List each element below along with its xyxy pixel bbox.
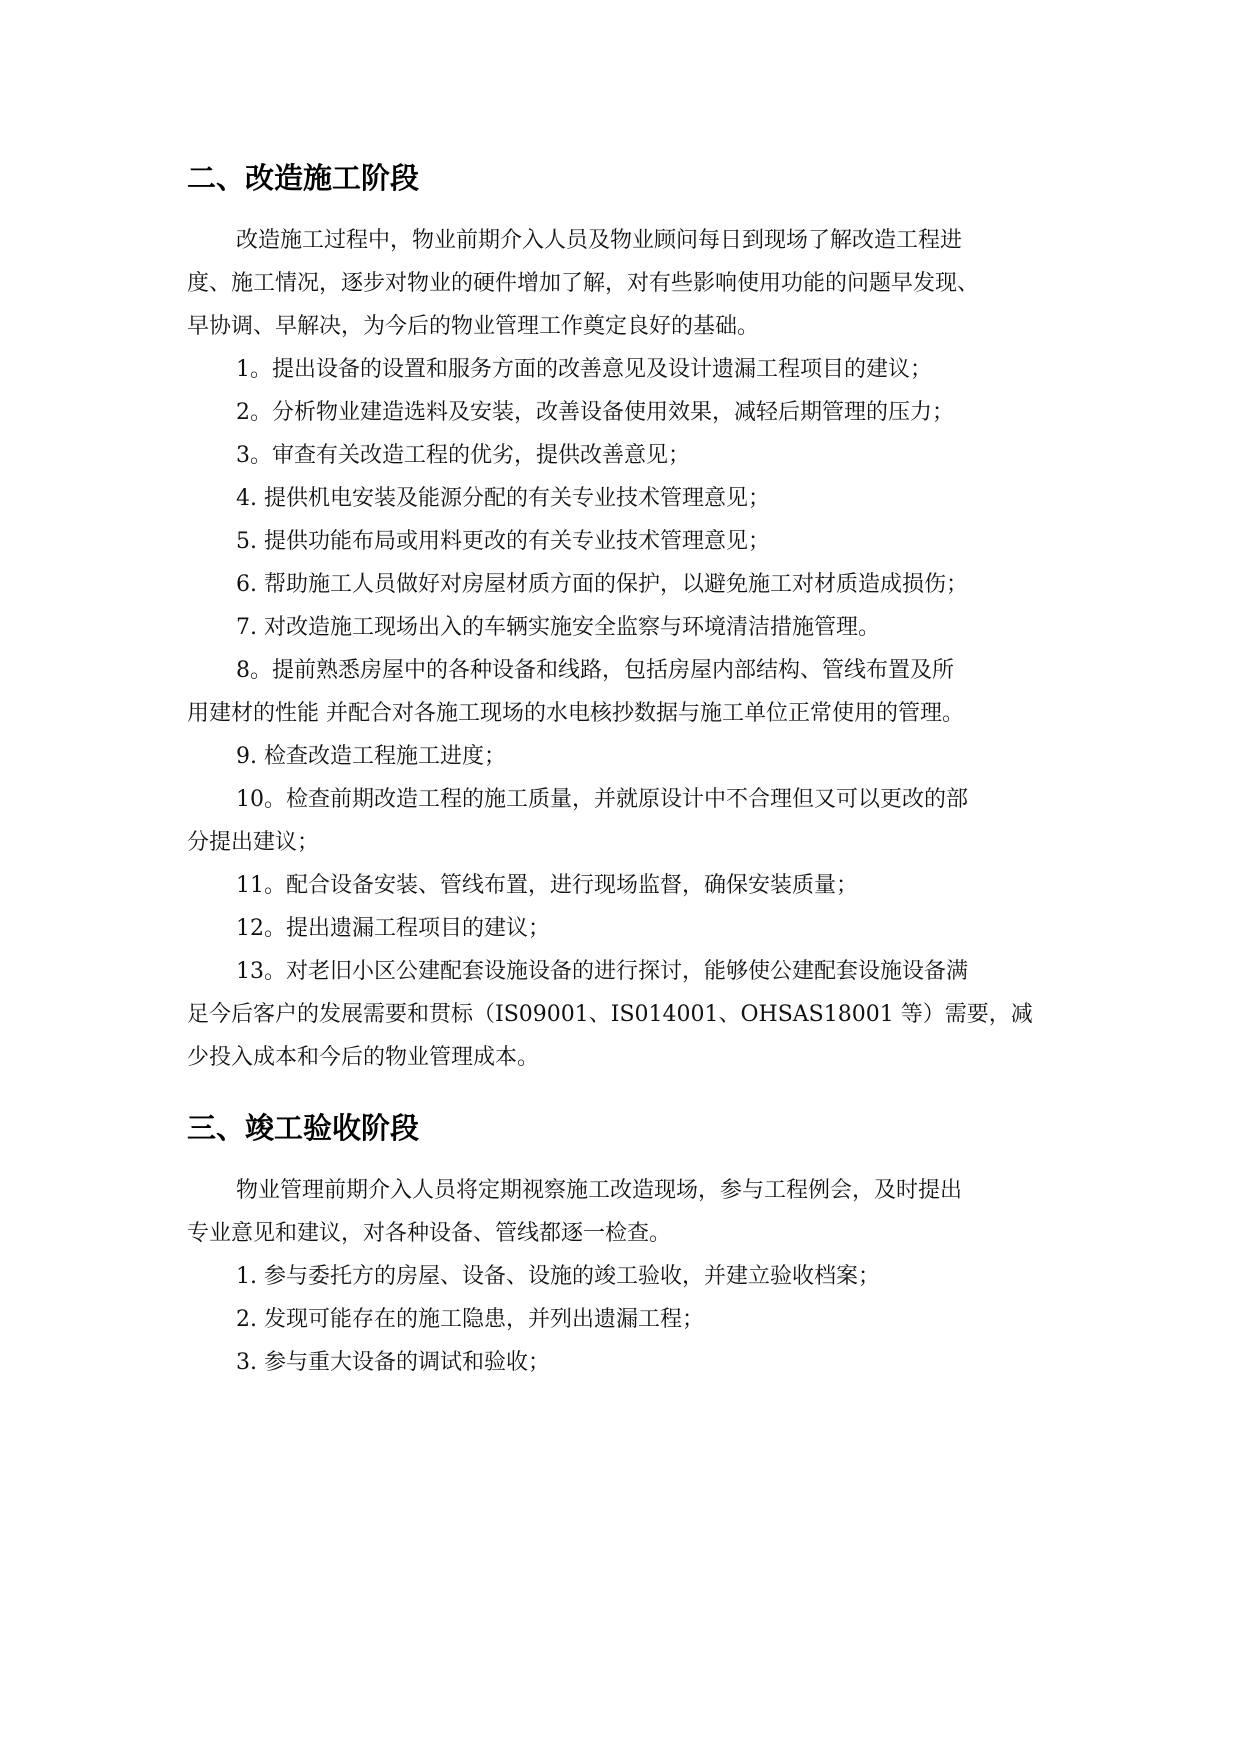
section-3-intro-line-1: 物业管理前期介入人员将定期视察施工改造现场，参与工程例会，及时提出 xyxy=(236,1178,963,1203)
section-2-item-6: 6. 帮助施工人员做好对房屋材质方面的保护，以避免施工对材质造成损伤； xyxy=(236,572,968,597)
section-2-item-7: 7. 对改造施工现场出入的车辆实施安全监察与环境清洁措施管理。 xyxy=(236,615,880,640)
section-2-intro-line-3: 早协调、早解决，为今后的物业管理工作奠定良好的基础。 xyxy=(187,314,760,339)
section-2-item-3: 3。审查有关改造工程的优劣，提供改善意见； xyxy=(236,443,690,468)
section-2-item-11: 11。配合设备安装、管线布置，进行现场监督，确保安装质量； xyxy=(236,873,858,898)
section-2-item-13-line-3: 少投入成本和今后的物业管理成本。 xyxy=(187,1045,540,1070)
section-2-intro-line-2: 度、施工情况，逐步对物业的硬件增加了解，对有些影响使用功能的问题早发现、 xyxy=(187,271,980,296)
section-2-item-13-line-2: 足今后客户的发展需要和贯标（IS09001、IS014001、OHSAS18001 等）需要，减 xyxy=(187,1002,1033,1027)
section-2-item-4: 4. 提供机电安装及能源分配的有关专业技术管理意见； xyxy=(236,486,770,511)
section-2-item-1: 1。提出设备的设置和服务方面的改善意见及设计遗漏工程项目的建议； xyxy=(236,357,932,382)
section-2-item-13-line-1: 13。对老旧小区公建配套设施设备的进行探讨，能够使公建配套设施设备满 xyxy=(236,959,968,984)
section-2-item-8-line-2: 用建材的性能 并配合对各施工现场的水电核抄数据与施工单位正常使用的管理。 xyxy=(187,701,964,726)
section-3-item-3: 3. 参与重大设备的调试和验收； xyxy=(236,1350,550,1375)
section-2-item-10-line-1: 10。检查前期改造工程的施工质量，并就原设计中不合理但又可以更改的部 xyxy=(236,787,968,812)
section-2-item-9: 9. 检查改造工程施工进度； xyxy=(236,744,506,769)
section-2-item-5: 5. 提供功能布局或用料更改的有关专业技术管理意见； xyxy=(236,529,770,554)
section-2-heading: 二、改造施工阶段 xyxy=(187,161,420,195)
section-2-item-10-line-2: 分提出建议； xyxy=(187,830,320,855)
section-2-item-8-line-1: 8。提前熟悉房屋中的各种设备和线路，包括房屋内部结构、管线布置及所 xyxy=(236,658,954,683)
section-2-item-12: 12。提出遗漏工程项目的建议； xyxy=(236,916,550,941)
section-2-intro-line-1: 改造施工过程中，物业前期介入人员及物业顾问每日到现场了解改造工程进 xyxy=(236,228,963,253)
section-3-intro-line-2: 专业意见和建议，对各种设备、管线都逐一检查。 xyxy=(187,1221,672,1246)
section-3-heading: 三、竣工验收阶段 xyxy=(187,1111,420,1145)
section-2-item-2: 2。分析物业建造选料及安装，改善设备使用效果，减轻后期管理的压力； xyxy=(236,400,954,425)
section-3-item-1: 1. 参与委托方的房屋、设备、设施的竣工验收，并建立验收档案； xyxy=(236,1264,880,1289)
section-3-item-2: 2. 发现可能存在的施工隐患，并列出遗漏工程； xyxy=(236,1307,704,1332)
